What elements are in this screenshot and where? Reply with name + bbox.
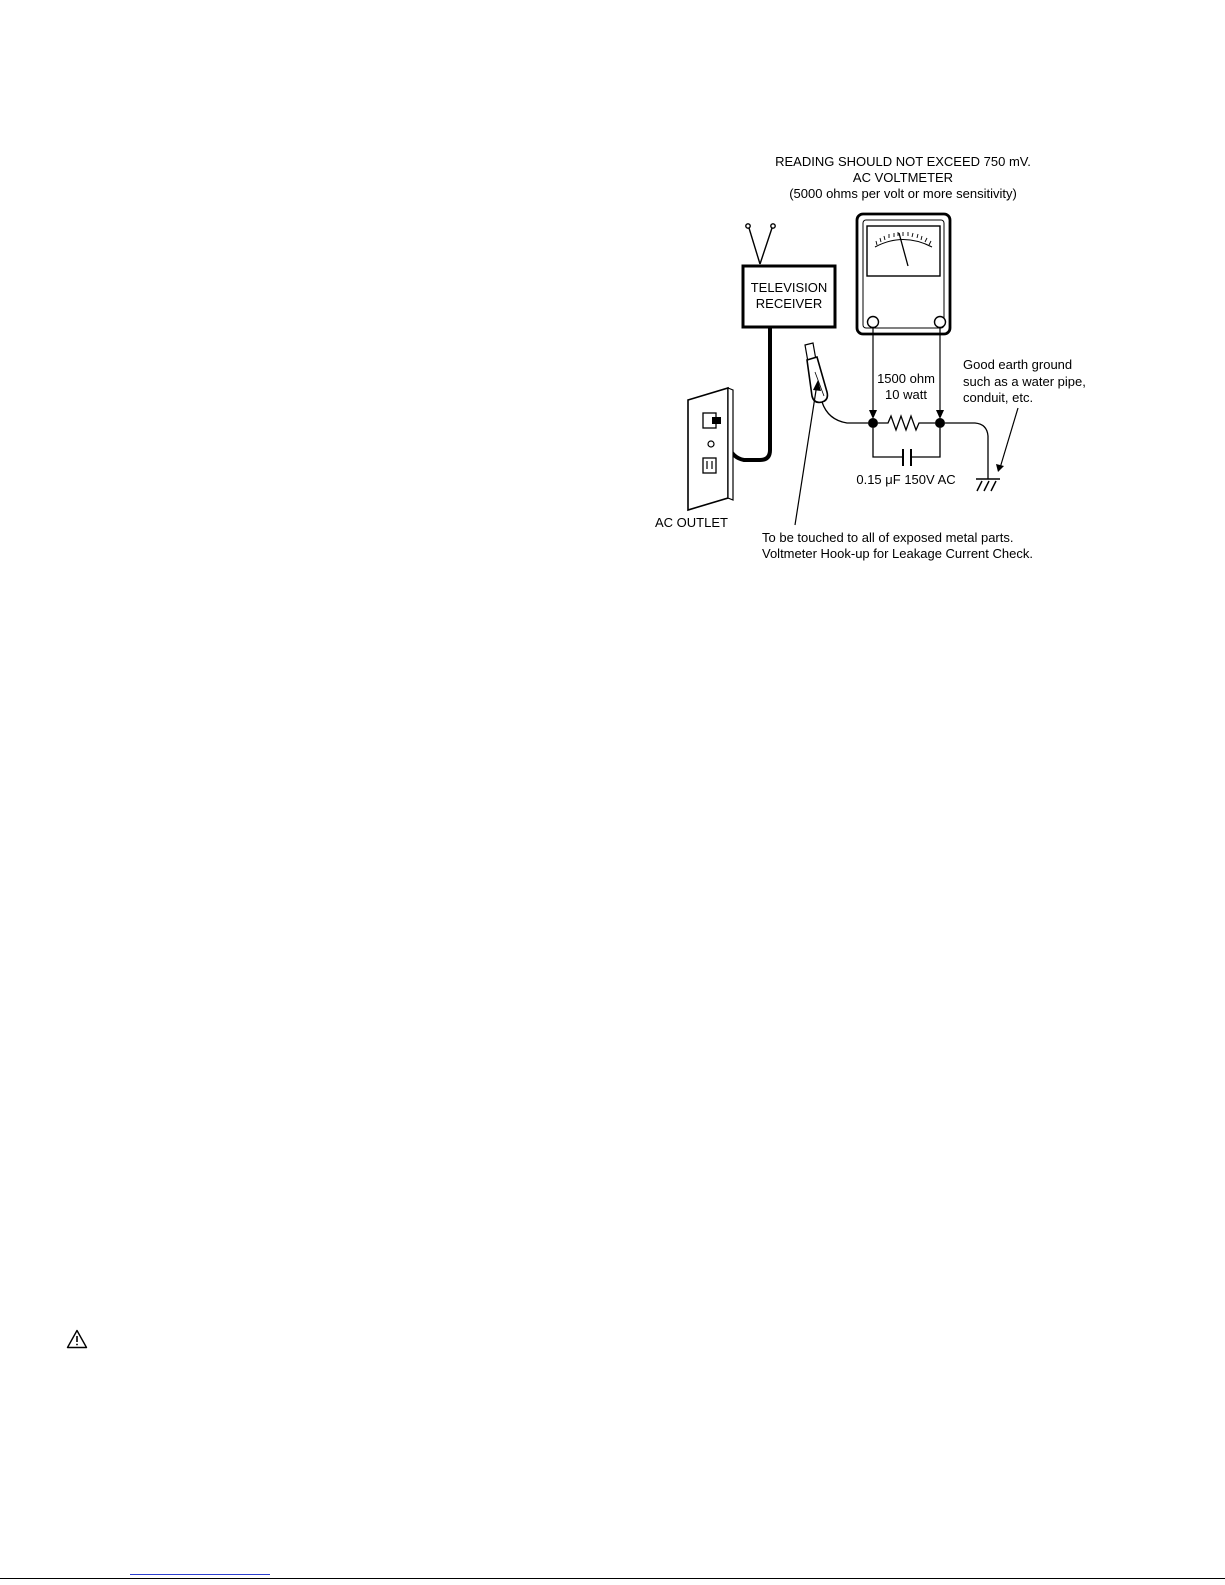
- header-line-3: (5000 ohms per volt or more sensitivity): [789, 186, 1017, 201]
- ac-outlet: [688, 388, 733, 510]
- capacitor-label: 0.15 μF 150V AC: [856, 472, 956, 487]
- antenna: [746, 224, 775, 264]
- ground-label-line-2: such as a water pipe,: [963, 374, 1086, 389]
- warning-triangle-icon: [66, 1329, 88, 1349]
- ground-pointer-arrow: [1000, 408, 1018, 468]
- header-line-2: AC VOLTMETER: [852, 170, 954, 185]
- caption-pointer-arrow: [795, 384, 817, 525]
- ground-wire: [945, 423, 988, 479]
- footer-link-underline[interactable]: [130, 1574, 270, 1575]
- caption-line-1: To be touched to all of exposed metal parts.: [762, 530, 1014, 545]
- ground-label-line-1: Good earth ground: [963, 357, 1073, 372]
- capacitor: [873, 428, 940, 466]
- node-right: [935, 418, 945, 428]
- header-line-1: READING SHOULD NOT EXCEED 750 mV.: [775, 154, 1031, 169]
- test-probe: [805, 343, 827, 402]
- resistor-label-line-1: 1500 ohm: [877, 371, 935, 386]
- node-left: [868, 418, 878, 428]
- probe-lead: [822, 402, 868, 423]
- resistor-label-line-2: 10 watt: [885, 387, 927, 402]
- tv-label-line-2: RECEIVER: [755, 296, 823, 311]
- ac-voltmeter: [857, 214, 950, 334]
- caption-line-2: Voltmeter Hook-up for Leakage Current Check.: [762, 546, 1033, 561]
- ac-outlet-label: AC OUTLET: [655, 515, 728, 530]
- ground-label-line-3: conduit, etc.: [963, 390, 1034, 405]
- resistor: [878, 416, 935, 430]
- footer-rule: [0, 1578, 1225, 1579]
- earth-ground-symbol: [976, 479, 1000, 491]
- tv-label-line-1: TELEVISION: [750, 280, 828, 295]
